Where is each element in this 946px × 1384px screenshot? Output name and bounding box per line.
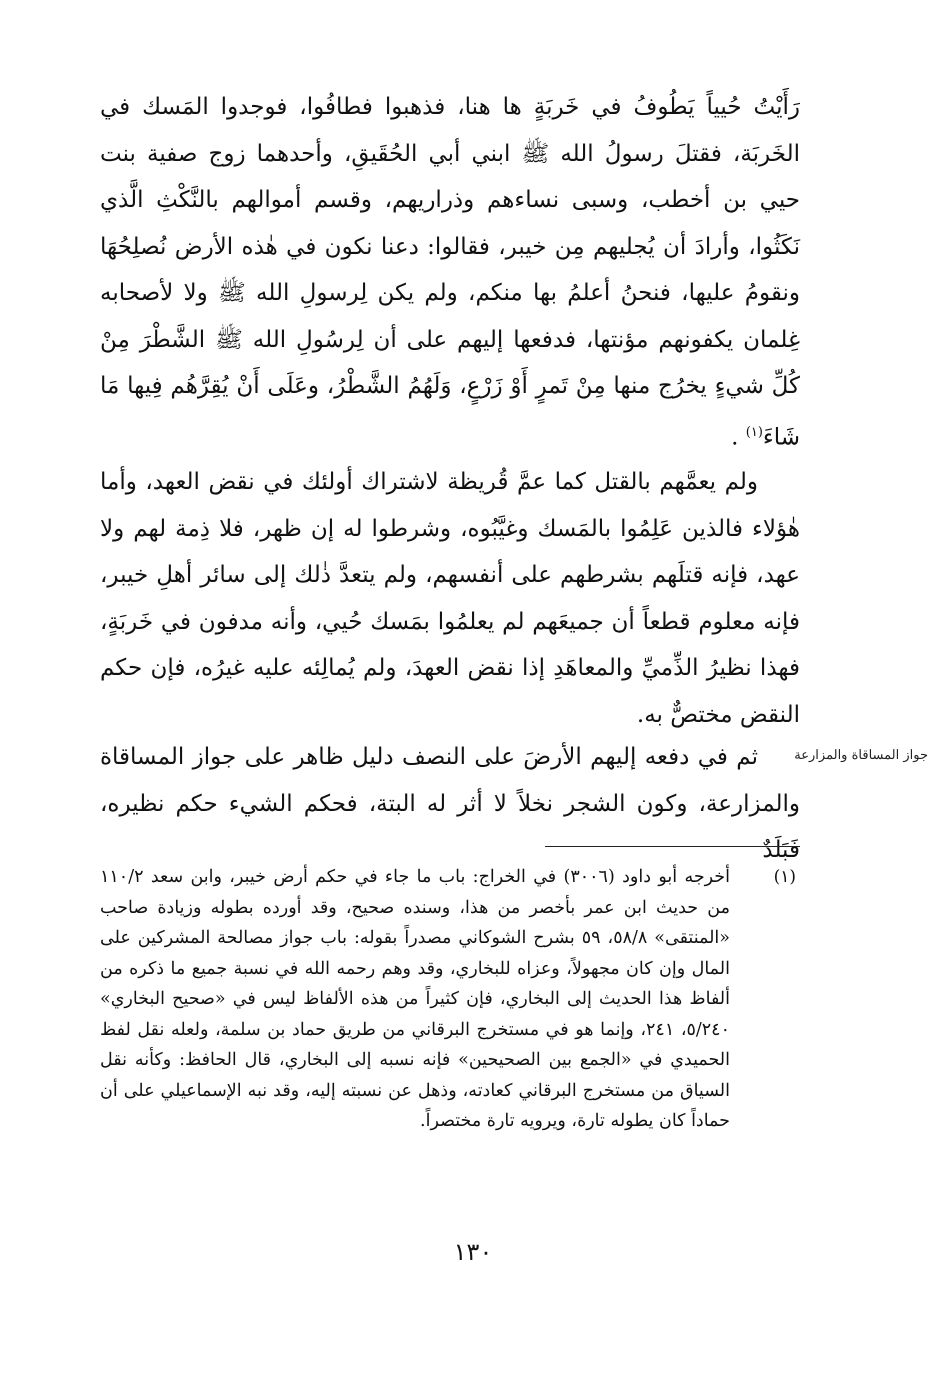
paragraph-qurayza: ولم يعمَّهم بالقتل كما عمَّ قُريظة لاشتراك أولئك في نقض العهد، وأما هٰؤلاء فالذين عَلِمُوا بالمَسك وغيَّبُوه، وشرطوا له إن ظهر، فلا ذِمة لهم ولا عهد، فإنه قتلَهم بشرطهم على أنفسهم، ولم يتعدَّ ذٰلك إلى سائر أهلِ خيبر، فإنه معلوم قطعاً أن جميعَهم لم يعلمُوا بمَسك حُيي، وأنه مدفون في خَربَةٍ، فهذا نظيرُ الذِّميِّ والمعاهَدِ إذا نقض العهدَ، ولم يُمالِئه عليه غيرُه، فإن حكم النقض مختصٌّ به. <box>100 469 800 728</box>
footnote-divider <box>545 846 800 847</box>
margin-heading: جواز المساقاة والمزارعة <box>794 748 928 763</box>
sentence-end: . <box>731 424 739 451</box>
paragraph-hadith-khaybar <box>100 84 800 461</box>
page-number: ١٣٠ <box>453 1238 493 1266</box>
paragraph-text: رَأَيْتُ حُيياً يَطُوفُ في خَربَةٍ ها هنا، فذهبوا فطافُوا، فوجدوا المَسك في الخَربَة، فقتلَ رسولُ الله ﷺ ابني أبي الحُقَيقِ، وأحدهما زوج صفية بنت حيي بن أخطب، وسبى نساءهم وذراريهم، وقسم أموالهم بالنَّكْثِ الَّذي نَكَثُوا، وأرادَ أن يُجليهم مِن خيبر، فقالوا: دعنا نكون في هٰذه الأرض نُصلِحُهَا ونقومُ عليها، فنحنُ أعلمُ بها منكم، ولم يكن لِرسولِ الله ﷺ ولا لأصحابه غِلمان يكفونهم مؤنتها، فدفعها إليهم على أن لِرسُولِ الله ﷺ الشَّطْرَ مِنْ كُلِّ شيءٍ يخرُج منها مِنْ تَمرٍ أَوْ زَرْعٍ، وَلَهُمُ الشَّطْرُ، وعَلَى أَنْ يُقِرَّهُم فِيها مَا شَاءَ <box>100 94 800 451</box>
paragraph-musaqat: ثم في دفعه إليهم الأرضَ على النصف دليل ظاهر على جواز المساقاة والمزارعة، وكون الشجر نخلاً لا أثر له البتة، فحكم الشيء حكم نظيره، فَبَلَدٌ <box>100 744 800 863</box>
footnote-number: (١) <box>773 867 796 887</box>
footnote-text: أخرجه أبو داود (٣٠٠٦) في الخراج: باب ما جاء في حكم أرض خيبر، وابن سعد ١١٠/٢ من حديث ابن عمر بأخصر من هذا، وسنده صحيح، وقد أورده بطوله وزيادة صاحب «المنتقى» ٥٨/٨، ٥٩ بشرح الشوكاني مصدراً بقوله: باب جواز مصالحة المشركين على المال وإن كان مجهولاً، وعزاه للبخاري، وقد وهم رحمه الله في نسبة جميع ما ذكره من ألفاظ هذا الحديث إلى البخاري، فإن كثيراً من هذه الألفاظ ليس في «صحيح البخاري» ٥/٢٤٠، ٢٤١، وإنما هو في مستخرج البرقاني من طريق حماد بن سلمة، ولعله نقل لفظ الحميدي في «الجمع بين الصحيحين» فإنه نسبه إلى البخاري، قال الحافظ: وكأنه نقل السياق من مستخرج البرقاني كعادته، وذهل عن نسبته إليه، وقد نبه الإسماعيلي على أن حماداً كان يطوله تارة، ويرويه تارة مختصراً. <box>100 867 731 1131</box>
footnote-reference[interactable]: (١) <box>745 424 763 440</box>
